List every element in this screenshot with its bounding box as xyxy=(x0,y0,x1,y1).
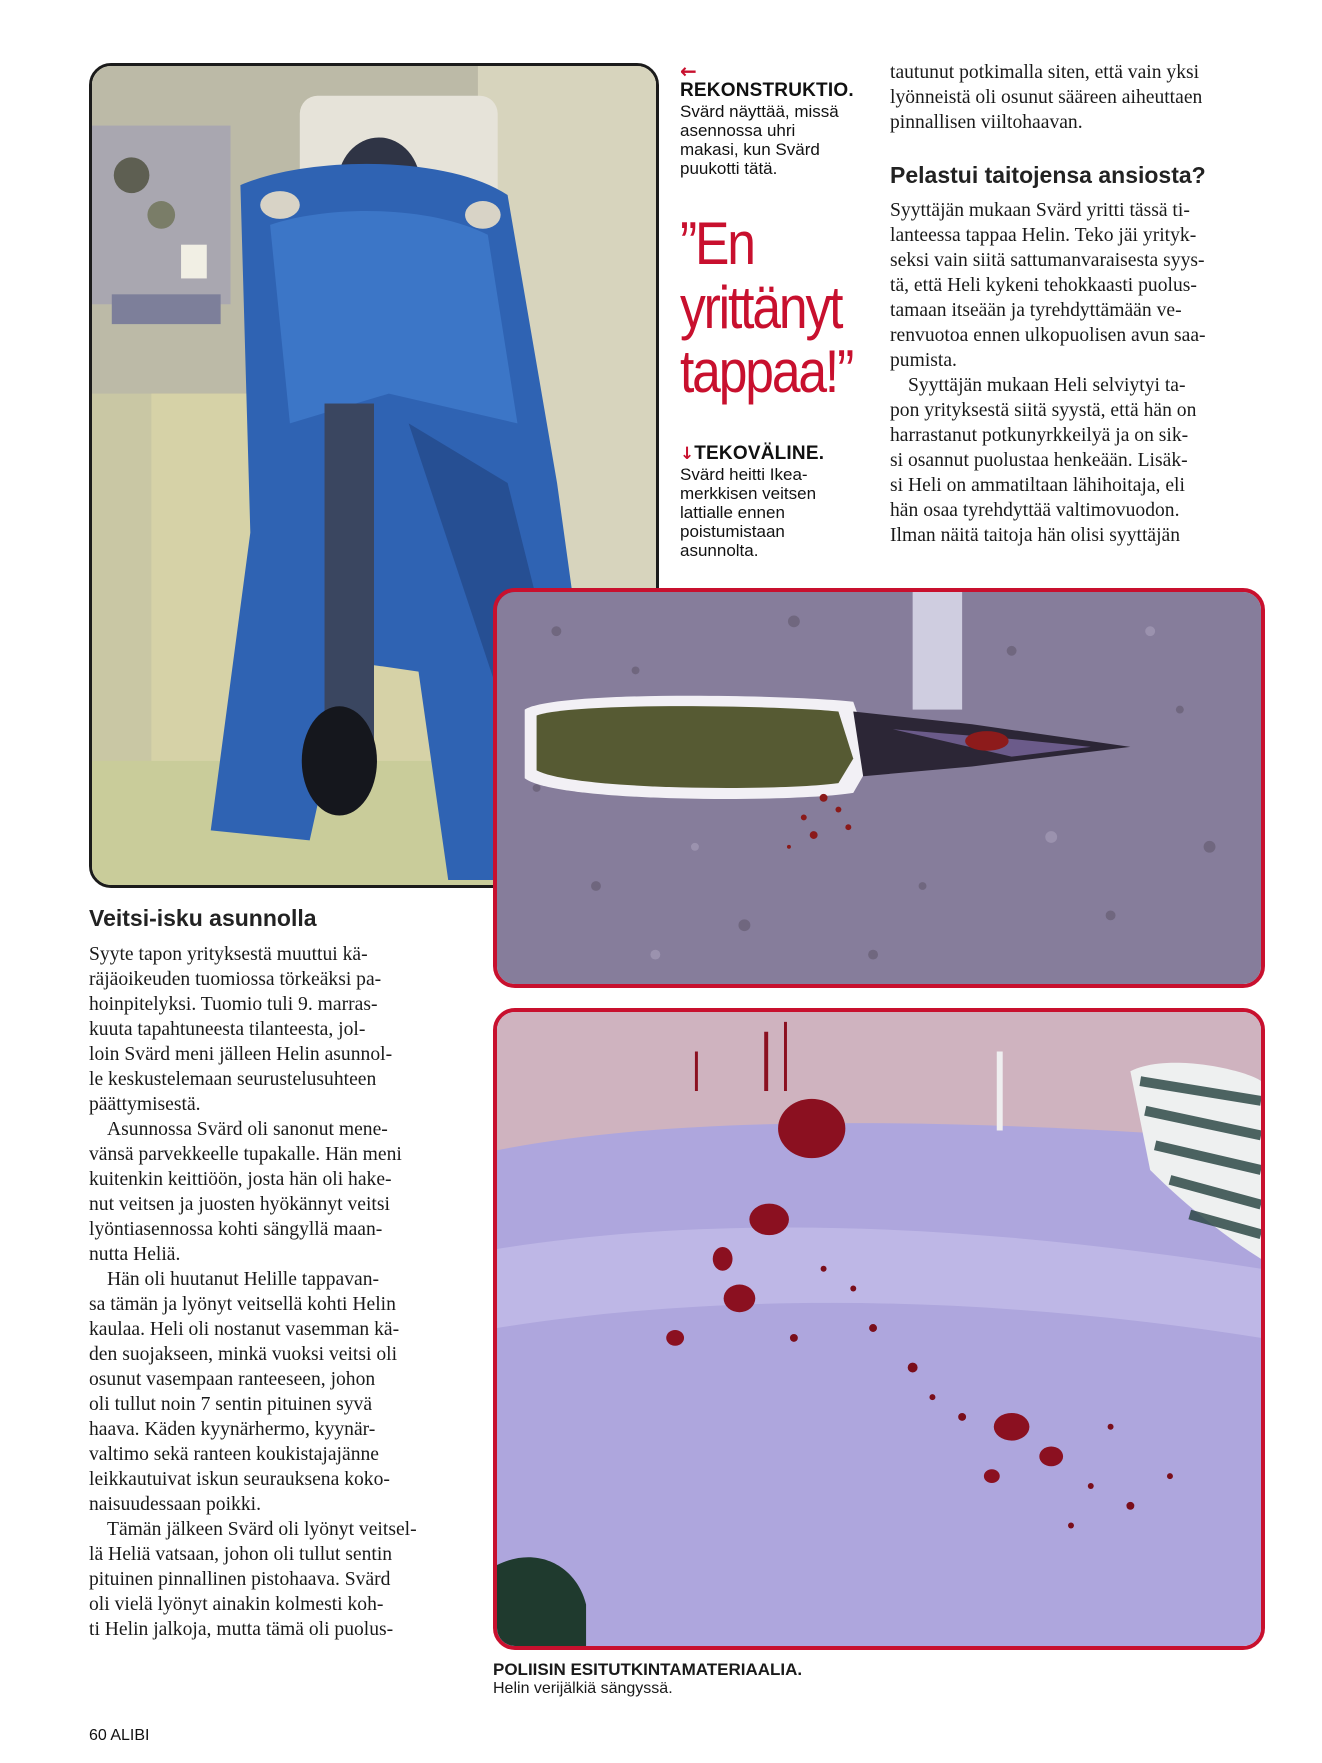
police-caption-head: POLIISIN ESITUTKINTAMATERIAALIA. xyxy=(493,1660,803,1679)
text-line: kaulaa. Heli oli nostanut vasemman kä- xyxy=(89,1319,400,1340)
text-line: lanteessa tappaa Helin. Teko jäi yrityk- xyxy=(890,225,1197,246)
subhead-knife-attack: Veitsi-isku asunnolla xyxy=(89,905,317,931)
text-line: päättymisestä. xyxy=(89,1094,201,1115)
text-line: si osannut puolustaa henkeään. Lisäk- xyxy=(890,450,1188,471)
text-line: lä Heliä vatsaan, johon oli tullut sentin xyxy=(89,1544,393,1565)
right-column xyxy=(890,60,1264,135)
text-line: renvuotoa ennen ulkopuolisen avun saa- xyxy=(890,325,1206,346)
text-line: oli tullut noin 7 sentin pituinen syvä xyxy=(89,1394,373,1415)
text-line: le keskustelemaan seurustelusuhteen xyxy=(89,1069,377,1090)
text-line: valtimo sekä ranteen koukistajajänne xyxy=(89,1444,379,1465)
text-line: Syyttäjän mukaan Heli selviytyi ta- xyxy=(908,375,1186,396)
text-line: seksi vain siitä sattumanvaraisesta syys- xyxy=(890,250,1205,271)
subhead-rescued: Pelastui taitojensa ansiosta? xyxy=(890,162,1206,188)
reconstruction-caption-line: asennossa uhri xyxy=(680,121,796,140)
text-line: si Heli on ammatiltaan lähihoitaja, eli xyxy=(890,475,1185,496)
arrow-left-icon: ← xyxy=(680,59,697,83)
text-line: naisuudessaan poikki. xyxy=(89,1494,261,1515)
bed-evidence-photo xyxy=(493,1008,1265,1650)
text-line: sa tämän ja lyönyt veitsellä kohti Helin xyxy=(89,1294,396,1315)
text-line: oli vielä lyönyt ainakin kolmesti koh- xyxy=(89,1594,384,1615)
police-caption xyxy=(493,1660,1093,1698)
reconstruction-caption-line: puukotti tätä. xyxy=(680,159,778,178)
weapon-caption-line: merkkisen veitsen xyxy=(680,484,817,503)
reconstruction-caption-head: REKONSTRUKTIO. xyxy=(680,80,854,101)
knife-photo xyxy=(493,588,1265,988)
text-line: vänsä parvekkeelle tupakalle. Hän meni xyxy=(89,1144,402,1165)
pull-quote xyxy=(680,210,853,405)
left-column-body xyxy=(89,942,469,1642)
text-line: pumista. xyxy=(890,350,957,371)
reconstruction-caption-line: Svärd näyttää, missä xyxy=(680,102,839,121)
police-caption-body: Helin verijälkiä sängyssä. xyxy=(493,1680,673,1697)
text-line: Tämän jälkeen Svärd oli lyönyt veitsel- xyxy=(107,1519,417,1540)
text-line: hän osaa tyrehdyttää valtimovuodon. xyxy=(890,500,1180,521)
weapon-caption xyxy=(680,443,880,560)
text-line: harrastanut potkunyrkkeilyä ja on sik- xyxy=(890,425,1189,446)
text-line: nutta Heliä. xyxy=(89,1244,181,1265)
text-line: leikkautuivat iskun seurauksena koko- xyxy=(89,1469,390,1490)
text-line: Ilman näitä taitoja hän olisi syyttäjän xyxy=(890,525,1181,546)
weapon-caption-line: Svärd heitti Ikea- xyxy=(680,465,808,484)
reconstruction-caption-line: makasi, kun Svärd xyxy=(680,140,820,159)
text-line: hoinpitelyksi. Tuomio tuli 9. marras- xyxy=(89,994,378,1015)
text-line: lyöntiasennossa kohti sängyllä maan- xyxy=(89,1219,383,1240)
text-line: kuitenkin keittiöön, josta hän oli hake- xyxy=(89,1169,392,1190)
text-line: haava. Käden kyynärhermo, kyynär- xyxy=(89,1419,376,1440)
text-line: pinnallisen viiltohaavan. xyxy=(890,112,1083,133)
arrow-down-icon: ↓ xyxy=(680,444,695,464)
weapon-caption-line: poistumistaan xyxy=(680,522,785,541)
pull-quote-line: yrittänyt xyxy=(680,274,842,341)
text-line: Syyttäjän mukaan Svärd yritti tässä ti- xyxy=(890,200,1190,221)
right-column-body xyxy=(890,198,1264,548)
text-line: pon yrityksestä siitä syystä, että hän on xyxy=(890,400,1197,421)
text-line: Asunnossa Svärd oli sanonut mene- xyxy=(107,1119,388,1140)
text-line: Hän oli huutanut Helille tappavan- xyxy=(107,1269,380,1290)
text-line: pituinen pinnallinen pistohaava. Svärd xyxy=(89,1569,391,1590)
pull-quote-line: ”En xyxy=(680,210,754,277)
reconstruction-caption xyxy=(680,59,880,178)
weapon-caption-line: lattialle ennen xyxy=(680,503,785,522)
page-folio: 60 ALIBI xyxy=(89,1727,150,1744)
text-line: loin Svärd meni jälleen Helin asunnol- xyxy=(89,1044,393,1065)
text-line: ti Helin jalkoja, mutta tämä oli puolus- xyxy=(89,1619,394,1640)
text-line: Syyte tapon yrityksestä muuttui kä- xyxy=(89,944,368,965)
text-line: tautunut potkimalla siten, että vain yksi xyxy=(890,62,1200,83)
text-line: osunut vasempaan ranteeseen, johon xyxy=(89,1369,376,1390)
weapon-caption-line: asunnolta. xyxy=(680,541,759,560)
text-line: den suojakseen, minkä vuoksi veitsi oli xyxy=(89,1344,398,1365)
pull-quote-line: tappaa!” xyxy=(680,338,853,405)
text-line: kuuta tapahtuneesta tilanteesta, jol- xyxy=(89,1019,366,1040)
text-line: lyönneistä oli osunut sääreen aiheuttaen xyxy=(890,87,1203,108)
text-line: tä, että Heli kykeni tehokkaasti puolus- xyxy=(890,275,1197,296)
text-line: nut veitsen ja juosten hyökännyt veitsi xyxy=(89,1194,390,1215)
weapon-caption-head: TEKOVÄLINE. xyxy=(694,443,825,464)
text-line: räjäoikeuden tuomiossa törkeäksi pa- xyxy=(89,969,382,990)
text-line: tamaan itseään ja tyrehdyttämään ve- xyxy=(890,300,1182,321)
